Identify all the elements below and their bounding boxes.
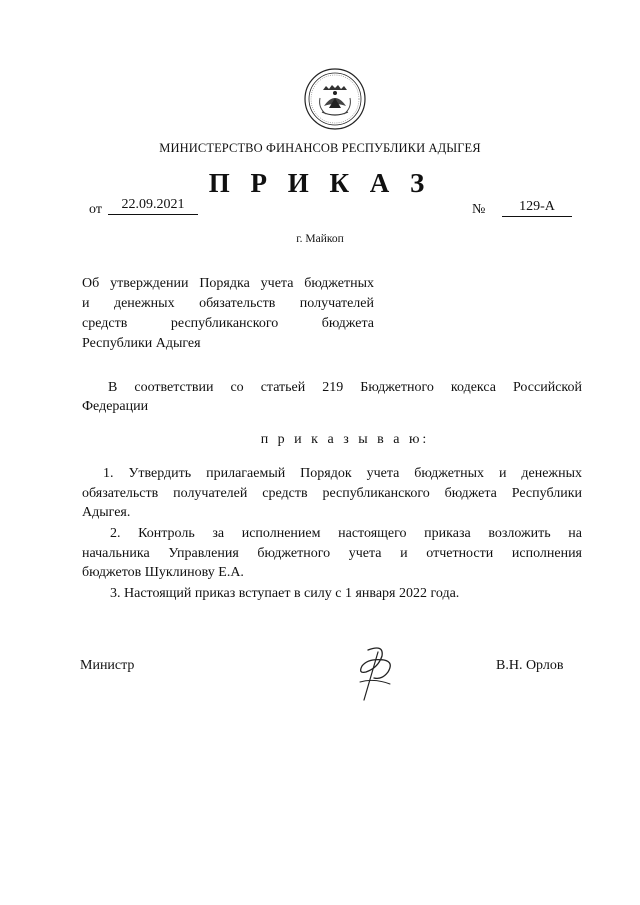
- ministry-name: МИНИСТЕРСТВО ФИНАНСОВ РЕСПУБЛИКИ АДЫГЕЯ: [159, 141, 481, 155]
- document-title: П Р И К А З: [208, 168, 432, 198]
- preamble-line: Федерации: [82, 399, 149, 414]
- item3-line: 3. Настоящий приказ вступает в силу с 1 января 2022 года.: [110, 586, 460, 601]
- coat-of-arms-emblem: [304, 68, 366, 130]
- item1-line: 1. Утвердить прилагаемый Порядок учета бюджетных и денежных: [103, 466, 582, 481]
- city-name: г. Майкоп: [296, 233, 344, 245]
- item2-line: начальника Управления бюджетного учета и отчетности исполнения: [82, 546, 582, 561]
- subject-line: средств республиканского бюджета: [82, 316, 374, 331]
- order-number: 129-А: [502, 199, 572, 217]
- number-prefix: №: [472, 202, 486, 217]
- subject-line: и денежных обязательств получателей: [82, 296, 374, 311]
- item1-line: Адыгея.: [82, 505, 131, 520]
- signer-position: Министр: [80, 658, 135, 673]
- subject-line: Об утверждении Порядка учета бюджетных: [82, 276, 374, 291]
- handwritten-signature: [354, 642, 398, 702]
- item2-line: бюджетов Шуклинову Е.А.: [82, 565, 244, 580]
- subject-line: Республики Адыгея: [82, 336, 201, 351]
- order-date: 22.09.2021: [108, 197, 198, 215]
- order-word: п р и к а з ы в а ю:: [260, 432, 430, 447]
- date-prefix: от: [89, 202, 102, 217]
- preamble-line: В соответствии со статьей 219 Бюджетного кодекса Российской: [108, 380, 582, 395]
- item1-line: обязательств получателей средств республиканского бюджета Республики: [82, 486, 582, 501]
- signer-name: В.Н. Орлов: [496, 658, 564, 673]
- item2-line: 2. Контроль за исполнением настоящего приказа возложить на: [110, 526, 582, 541]
